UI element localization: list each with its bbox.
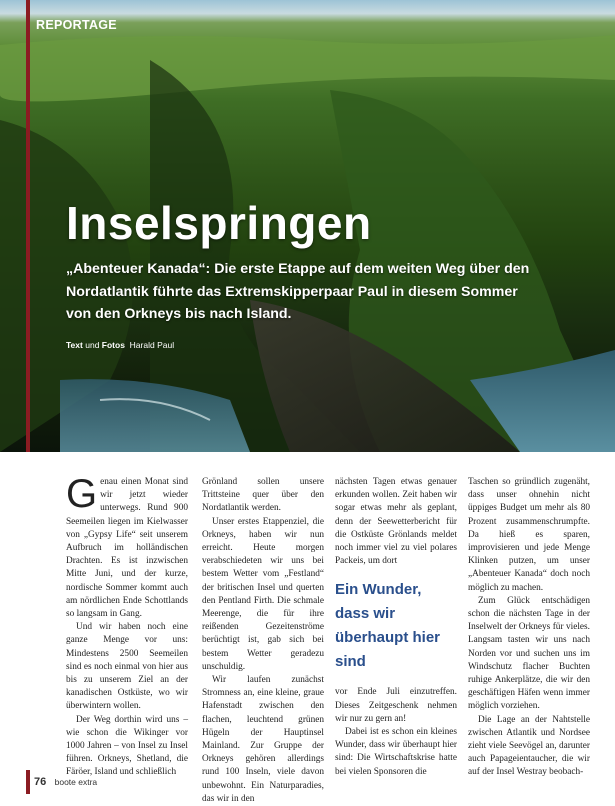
paragraph: nächsten Tagen etwas genauer erkunden wollen. Zeit haben wir sogar etwas mehr als geplant, denn der Seewetterbericht für die Ostküste Grönlands meldet noch immer viel zu viel polares Packeis, um dort bbox=[335, 477, 457, 567]
text-column-4 bbox=[468, 476, 590, 780]
paragraph: Taschen so gründlich zugenäht, dass unser ohnehin nicht üppiges Budget um mehr als 80 Prozent zusammenschrumpfte. Da hieß es sparen, improvisieren und jede Menge Klinken putzen, um unser „Abenteuer Kanada“ doch noch möglich zu machen. bbox=[468, 477, 590, 593]
paragraph: Grönland sollen unsere Trittsteine quer über den Nordatlantik werden. bbox=[202, 477, 324, 514]
paragraph: Zum Glück entschädigen schon die nächsten Tage in der Inselwelt der Orkneys für vieles. Langsam tasten wir uns nach Norden vor und suchen uns im Windschutz flacher Buchten ruhige Ankerplätze, die wir den geschäftigen Häfen wenn immer möglich vorziehen. bbox=[468, 595, 590, 712]
paragraph: Die Lage an der Nahtstelle zwischen Atlantik und Nordsee zieht viele Seevögel an, darunter auch Papageientaucher, die wir auf der Insel Westray beobach- bbox=[468, 714, 590, 778]
section-label: REPORTAGE bbox=[36, 18, 117, 32]
byline-author: Harald Paul bbox=[129, 340, 175, 350]
article-title: Inselspringen bbox=[66, 197, 372, 249]
drop-cap: G bbox=[66, 472, 98, 516]
footer-accent-bar bbox=[26, 770, 30, 794]
accent-bar bbox=[26, 0, 30, 452]
paragraph: Wir laufen zunächst Stromness an, eine kleine, graue Hafenstadt zwischen den flachen, leuchtend grünen Hügeln der Hauptinsel Mainland. Zur Gruppe der Orkneys gehören allerdings rund 100 Inseln, viele davon unbewohnt. Ein Naturparadies, das wir in den bbox=[202, 675, 324, 804]
text-column-3 bbox=[335, 476, 457, 779]
paragraph: vor Ende Juli einzutreffen. Dieses Zeitgeschenk nehmen wir nur zu gern an! bbox=[335, 687, 457, 724]
page-footer bbox=[34, 776, 97, 788]
byline-and: und bbox=[85, 340, 100, 350]
pull-quote: Ein Wunder, dass wir überhaupt hier sind bbox=[335, 581, 441, 671]
paragraph: Unser erstes Etappenziel, die Orkneys, haben wir nun erreicht. Heute morgen verabschiedeten wir uns bei bestem Wetter vom „Festland“ der britischen Insel und querten den Pentland Firth. Die schmale Meerenge, die für ihre reißenden Gezeitenströme berüchtigt ist, gab sich bei bestem Wetter geradezu unschuldig. bbox=[202, 516, 324, 672]
paragraph: Dabei ist es schon ein kleines Wunder, dass wir überhaupt hier sind: Die Wirtschaftskrise hatte bei vielen Sponsoren die bbox=[335, 727, 457, 777]
article-lead: „Abenteuer Kanada“: Die erste Etappe auf dem weiten Weg über den Nordatlantik führte das Extremskipperpaar Paul in diesem Sommer von den Orkneys bis nach Island. bbox=[66, 261, 530, 322]
magazine-name: boote extra bbox=[54, 777, 98, 787]
text-column-2 bbox=[202, 476, 324, 806]
paragraph: Und wir haben noch eine ganze Menge vor uns: Mindestens 2500 Seemeilen sind es noch einmal von hier aus bis zu unserem Ziel an der kanadischen Ostküste, wo wir überwintern wollen. bbox=[66, 622, 188, 712]
text-column-1 bbox=[66, 472, 188, 780]
byline-photo-label: Fotos bbox=[101, 340, 125, 350]
byline bbox=[66, 340, 174, 350]
page-number: 76 bbox=[34, 776, 47, 788]
byline-text-label: Text bbox=[66, 340, 83, 350]
paragraph: Der Weg dorthin wird uns – wie schon die Wikinger vor 1000 Jahren – von Insel zu Insel führen. Orkneys, Shetland, die Färöer, Island und schließlich bbox=[66, 714, 188, 778]
paragraph: Genau einen Monat sind wir jetzt wieder unterwegs. Rund 900 Seemeilen liegen im Kielwasser von „Gypsy Life“ seit unserem Aufbruch im holländischen Drachten. Es ist inzwischen Mitte Juni, und der kurze, nordische Sommer kommt auch am nördlichen Ende Schottlands so langsam in Gang. bbox=[66, 472, 188, 620]
